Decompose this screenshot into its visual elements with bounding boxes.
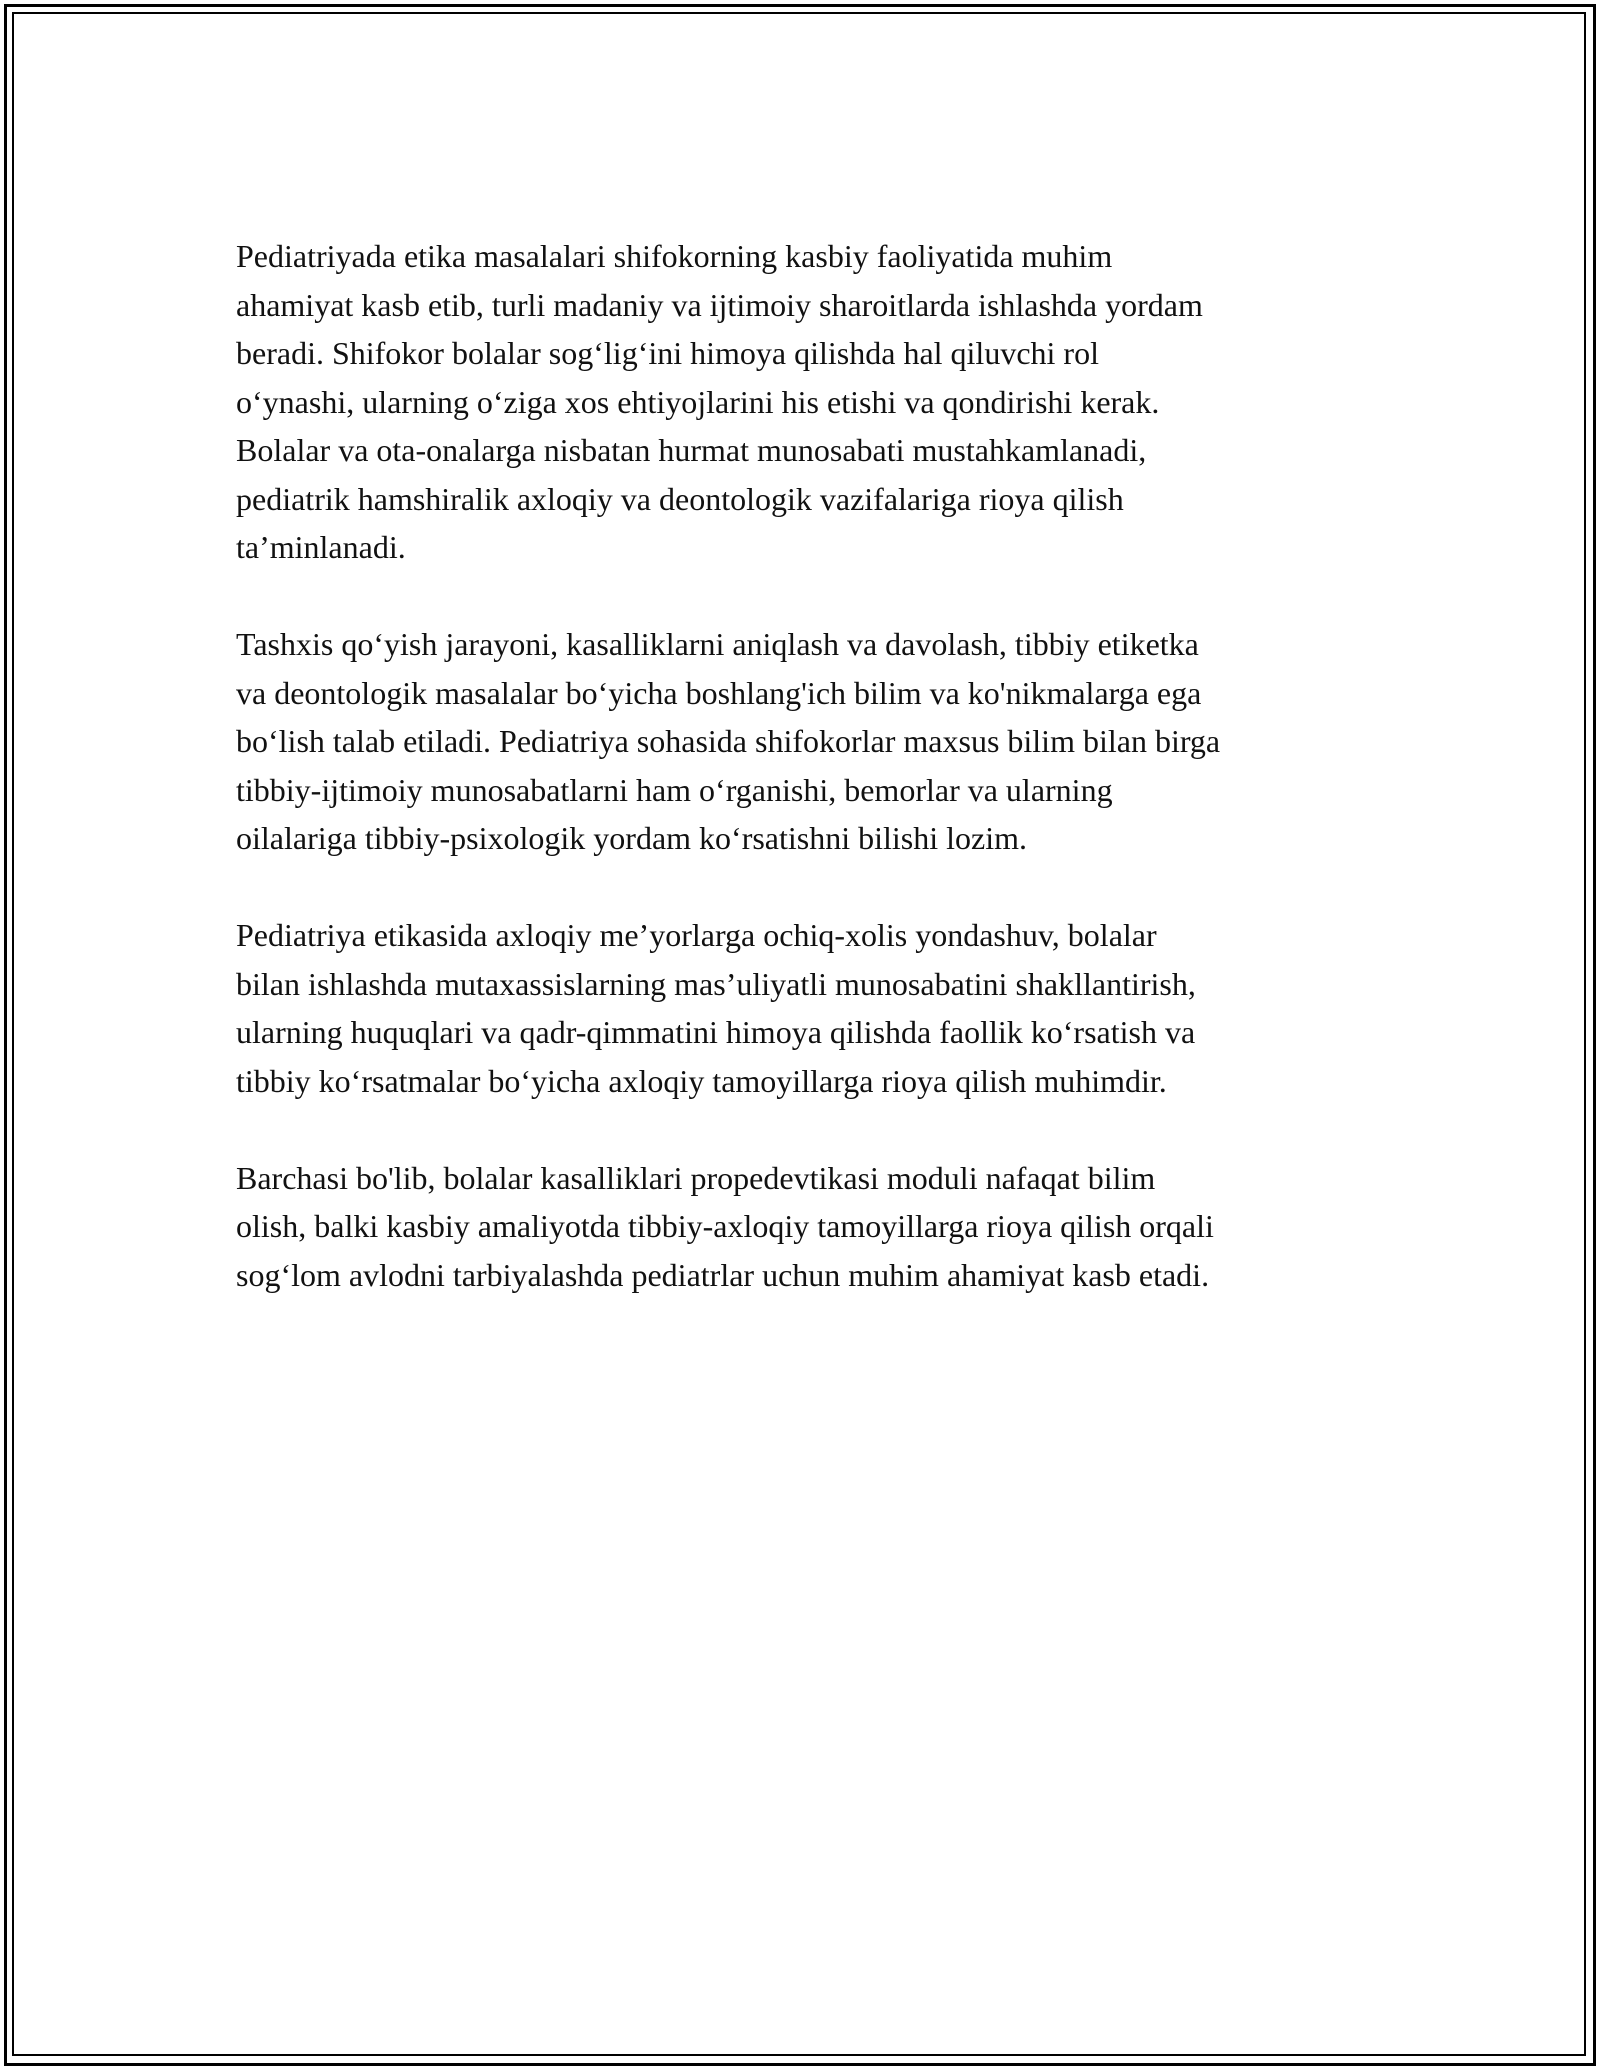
text-line: tibbiy-ijtimoiy munosabatlarni ham o‘rganishi, bemorlar va ularning [236,771,1113,808]
text-line: pediatrik hamshiralik axloqiy va deontologik vazifalariga rioya qilish [236,480,1124,517]
text-line: Barchasi bo'lib, bolalar kasalliklari propedevtikasi moduli nafaqat bilim [236,1159,1156,1196]
paragraph-1 [236,232,1376,572]
text-line: ularning huquqlari va qadr-qimmatini himoya qilishda faollik ko‘rsatish va [236,1014,1196,1050]
text-line: Tashxis qo‘yish jarayoni, kasalliklarni aniqlash va davolash, tibbiy etiketka [236,626,1199,662]
text-line: bilan ishlashda mutaxassislarning mas’uliyatli munosabatini shakllantirish, [236,965,1196,1002]
text-line: o‘ynashi, ularning o‘ziga xos ehtiyojlarini his etishi va qondirishi kerak. [236,383,1160,420]
text-line: bo‘lish talab etiladi. Pediatriya sohasida shifokorlar maxsus bilim bilan birga [236,723,1221,759]
paragraph-3 [236,911,1376,1105]
text-line: beradi. Shifokor bolalar sog‘lig‘ini himoya qilishda hal qiluvchi rol [236,335,1099,371]
paragraph-4 [236,1154,1376,1300]
document-body [236,232,1376,1299]
text-line: va deontologik masalalar bo‘yicha boshlang'ich bilim va ko'nikmalarga ega [236,674,1202,711]
paragraph-2 [236,620,1376,863]
text-line: ta’minlanadi. [236,529,406,565]
text-line: Pediatriya etikasida axloqiy me’yorlarga ochiq-xolis yondashuv, bolalar [236,917,1157,953]
text-line: oilalariga tibbiy-psixologik yordam ko‘rsatishni bilishi lozim. [236,820,1028,856]
text-line: Pediatriyada etika masalalari shifokorning kasbiy faoliyatida muhim [236,238,1113,274]
text-line: olish, balki kasbiy amaliyotda tibbiy-axloqiy tamoyillarga rioya qilish orqali [236,1208,1214,1244]
text-line: Bolalar va ota-onalarga nisbatan hurmat munosabati mustahkamlanadi, [236,432,1147,468]
text-line: sog‘lom avlodni tarbiyalashda pediatrlar uchun muhim ahamiyat kasb etadi. [236,1256,1210,1293]
text-line: tibbiy ko‘rsatmalar bo‘yicha axloqiy tamoyillarga rioya qilish muhimdir. [236,1062,1167,1099]
text-line: ahamiyat kasb etib, turli madaniy va ijtimoiy sharoitlarda ishlashda yordam [236,286,1203,323]
